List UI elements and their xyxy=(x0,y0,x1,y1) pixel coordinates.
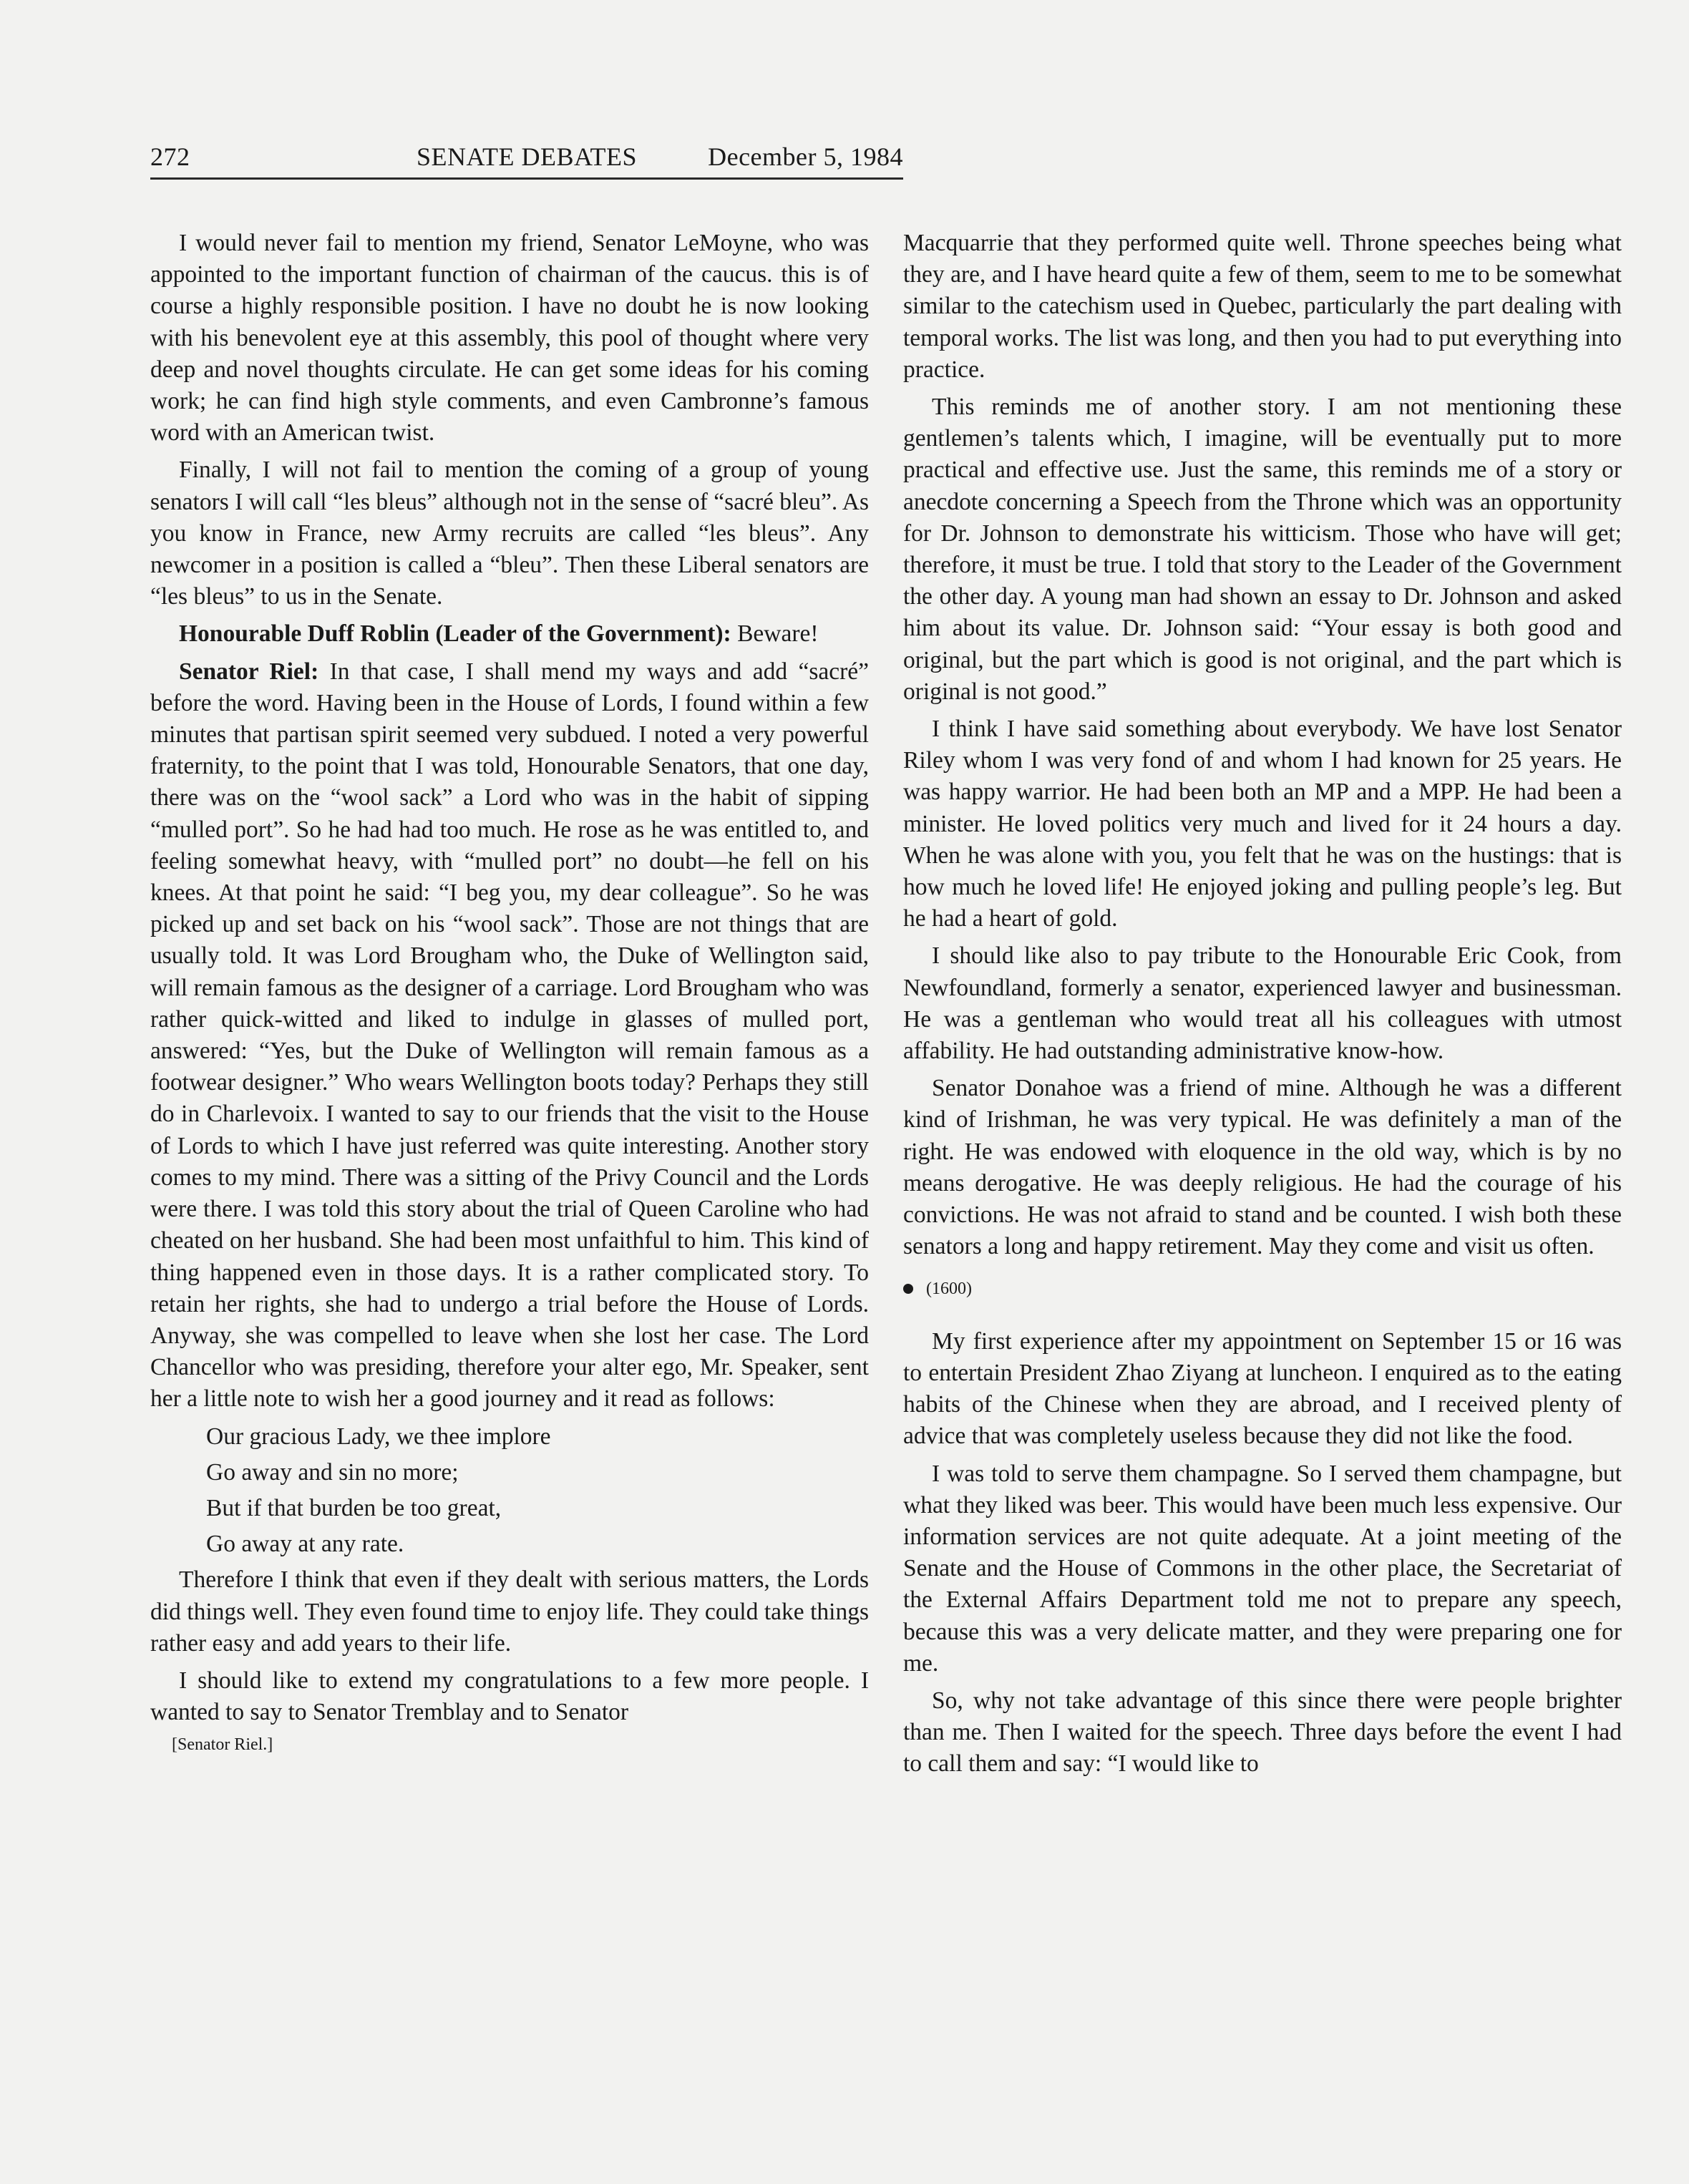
paragraph xyxy=(150,656,869,1415)
paragraph: My first experience after my appointment on September 15 or 16 was to entertain President Zhao Ziyang at luncheon. I enquired as to the eating habits of the Chinese when they are abroad, and I received plenty of advice that was completely useless because they did not like the food. xyxy=(903,1327,1622,1450)
paragraph xyxy=(150,618,869,650)
page-header xyxy=(150,140,903,180)
paragraph: Finally, I will not fail to mention the coming of a group of young senators I will call “les bleus” although not in the sense of “sacré bleu”. As you know in France, new Army recruits are called “les bleus”. Any newcomer in a position is called a “bleu”. Then these Liberal senators are “les bleus” to us in the Senate. xyxy=(150,457,869,610)
paragraph: I should like also to pay tribute to the Honourable Eric Cook, from Newfoundland, formerly a senator, experienced lawyer and businessman. He was a gentleman who would treat all his colleagues with utmost affability. He had outstanding administrative know-how. xyxy=(903,942,1622,1065)
speech-text: In that case, I shall mend my ways and add “sacré” before the word. Having been in the House of Lords, I found within a few minutes that partisan spirit seemed very subdued. I noted a very powerful fraternity, to the point that I was told, Honourable Senators, that one day, there was on the “wool sack” a Lord who was in the habit of sipping “mulled port”. So he had had too much. He rose as he was entitled to, and feeling somewhat heavy, with “mulled port” no doubt—he fell on his knees. At that point he said: “I beg you, my dear colleague”. So he was picked up and set back on his “wool sack”. Those are not things that are usually told. It was Lord Brougham who, the Duke of Wellington said, will remain famous as the designer of a carriage. Lord Brougham who was rather quick-witted and liked to indulge in glasses of mulled port, answered: “Yes, but the Duke of Wellington will remain famous as a footwear designer.” Who wears Wellington boots today? Perhaps they still do in Charlevoix. I wanted to say to our friends that the visit to the House of Lords to which I have just referred was quite interesting. Another story comes to my mind. There was a sitting of the Privy Council and the Lords were there. I was told this story about the trial of Queen Caroline who had cheated on her husband. She had been most unfaithful to him. This kind of thing happened even in those days. It is a rather complicated story. To retain her rights, she had to undergo a trial before the House of Lords. Anyway, she was compelled to leave when she lost her case. The Lord Chancellor who was presiding, therefore your alter ego, Mr. Speaker, sent her a little note to wish her a good journey and it read as follows: xyxy=(150,658,869,1413)
right-column xyxy=(903,228,1622,1786)
verse-line: But if that burden be too great, xyxy=(206,1494,502,1521)
paragraph: This reminds me of another story. I am not mentioning these gentlemen’s talents which, I imagine, will be eventually put to more practical and effective use. Just the same, this reminds me of a story or anecdote concerning a Speech from the Throne which was an opportunity for Dr. Johnson to demonstrate his witticism. Those who have will get; therefore, it must be true. I told that story to the Leader of the Government the other day. A young man had shown an essay to Dr. Johnson and asked him about its value. Dr. Johnson said: “Your essay is both good and original, but the part which is good is not original, and the part which is original is not good.” xyxy=(903,394,1622,705)
time-marker xyxy=(903,1273,1622,1305)
verse-quote xyxy=(206,1421,869,1561)
time-marker-label: (1600) xyxy=(926,1279,972,1298)
paragraph: So, why not take advantage of this since there were people brighter than me. Then I waited for the speech. Three days before the event I had to call them and say: “I would like to xyxy=(903,1687,1622,1778)
paragraph: Senator Donahoe was a friend of mine. Although he was a different kind of Irishman, he was very typical. He was definitely a man of the right. He was endowed with eloquence in the old way, which is by no means derogative. He was deeply religious. He had the courage of his convictions. He was not afraid to stand and be counted. I wish both these senators a long and happy retirement. May they come and visit us often. xyxy=(903,1075,1622,1260)
paragraph: I would never fail to mention my friend, Senator LeMoyne, who was appointed to the important function of chairman of the caucus. this is of course a highly responsible position. I have no doubt he is now looking with his benevolent eye at this assembly, this pool of thought where very deep and novel thoughts circulate. He can get some ideas for his coming work; he can find high style comments, and even Cambronne’s famous word with an American twist. xyxy=(150,230,869,447)
paragraph: Therefore I think that even if they dealt with serious matters, the Lords did things well. They even found time to enjoy life. They could take things rather easy and add years to their life. xyxy=(150,1566,869,1657)
paragraph: Macquarrie that they performed quite well. Throne speeches being what they are, and I have heard quite a few of them, seem to me to be somewhat similar to the catechism used in Quebec, particularly the part dealing with temporal works. The list was long, and then you had to put everything into practice. xyxy=(903,230,1622,383)
paragraph: I was told to serve them champagne. So I served them champagne, but what they liked was beer. This would have been much less expensive. Our information services are not quite adequate. At a joint meeting of the Senate and the House of Commons in the other place, the Secretariat of the External Affairs Department told me not to prepare any speech, because this was a very delicate matter, and they were preparing one for me. xyxy=(903,1460,1622,1677)
publication-title: SENATE DEBATES xyxy=(416,142,637,171)
bullet-icon xyxy=(903,1284,913,1294)
verse-line: Go away and sin no more; xyxy=(206,1458,459,1486)
speaker-name: Senator Riel: xyxy=(179,658,319,685)
paragraph: I should like to extend my congratulations to a few more people. I wanted to say to Senator Tremblay and to Senator xyxy=(150,1667,869,1726)
page-number: 272 xyxy=(150,142,190,171)
page-date: December 5, 1984 xyxy=(708,142,903,171)
paragraph: I think I have said something about everybody. We have lost Senator Riley whom I was very fond of and whom I had known for 25 years. He was happy warrior. He had been both an MP and a MPP. He had been a minister. He loved politics very much and lived for it 24 hours a day. When he was alone with you, you felt that he was on the hustings: that is how much he loved life! He enjoyed joking and pulling people’s leg. But he had a heart of gold. xyxy=(903,716,1622,932)
left-column xyxy=(150,228,869,1755)
verse-line: Go away at any rate. xyxy=(206,1531,404,1558)
speaker-name: Honourable Duff Roblin (Leader of the Government): xyxy=(179,620,731,648)
verse-line: Our gracious Lady, we thee implore xyxy=(206,1423,551,1450)
speech-text: Beware! xyxy=(737,620,819,648)
speaker-footnote: [Senator Riel.] xyxy=(172,1735,273,1755)
